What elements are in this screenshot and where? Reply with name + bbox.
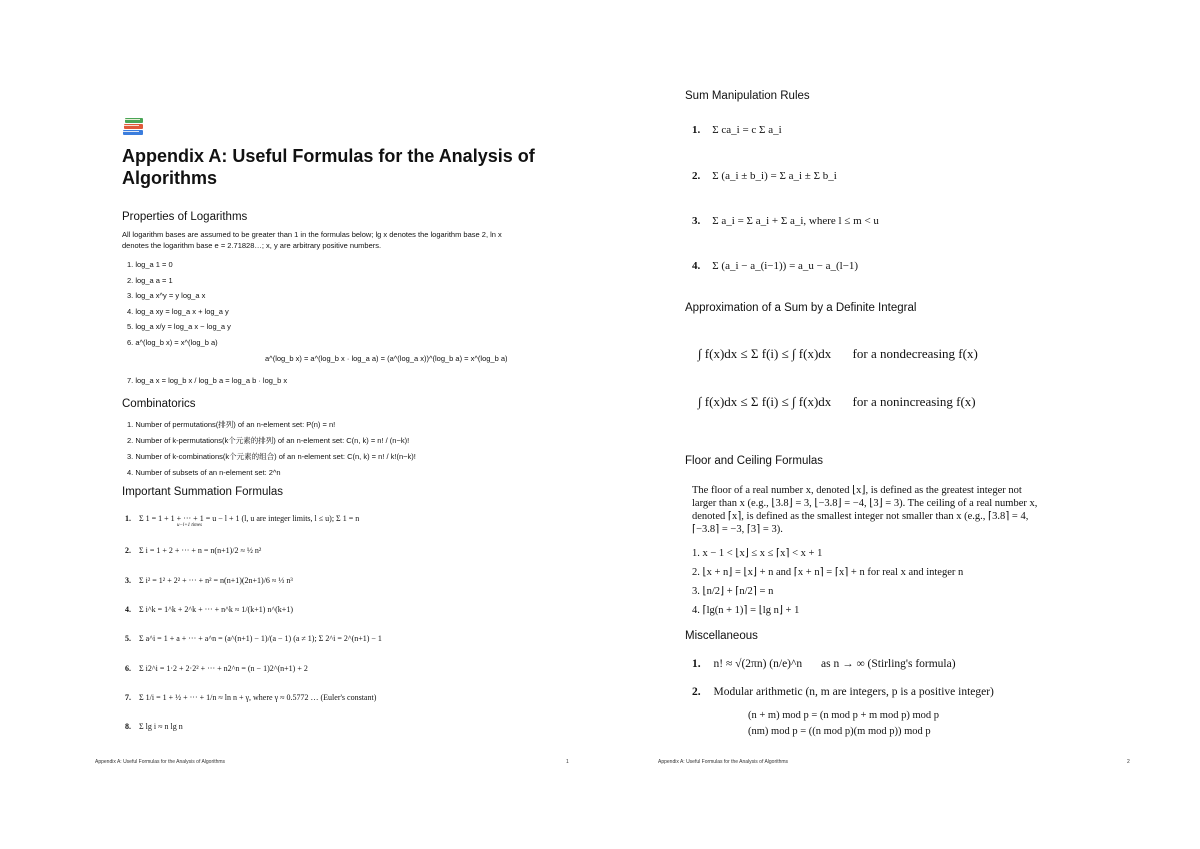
list-item: 5. log_a x/y = log_a x − log_a y <box>127 322 231 331</box>
list-item: 4. ⌈lg(n + 1)⌉ = ⌊lg n⌋ + 1 <box>692 605 800 616</box>
footer-title: Appendix A: Useful Formulas for the Analysis of Algorithms <box>658 759 789 765</box>
list-item: 1. log_a 1 = 0 <box>127 260 173 269</box>
section-heading-sum-manipulation: Sum Manipulation Rules <box>685 90 810 102</box>
sum-row-4: 4. Σ i^k = 1^k + 2^k + ··· + n^k ≈ 1/(k+1) n^(k+1) <box>125 605 293 614</box>
summation-list <box>125 510 565 740</box>
floor-list <box>692 544 963 620</box>
sum-row-1: 1. Σ 1 = 1 + 1 + ··· + 1 = u − l + 1 (l, u are integer limits, l ≤ u); Σ 1 = n u−l+1 times <box>125 514 360 528</box>
comb-list <box>127 417 416 481</box>
sum-row-7: 7. Σ 1/i = 1 + ½ + ··· + 1/n ≈ ln n + γ, where γ ≈ 0.5772 … (Euler's constant) <box>125 693 377 702</box>
footer-page-number: 2 <box>1127 759 1130 765</box>
list-item: 1. x − 1 < ⌊x⌋ ≤ x ≤ ⌈x⌉ < x + 1 <box>692 548 823 559</box>
sum-row-8: 8. Σ lg i ≈ n lg n <box>125 722 183 731</box>
approx-row-1: ∫ f(x)dx ≤ Σ f(i) ≤ ∫ f(x)dx for a nondecreasing f(x) <box>698 346 978 361</box>
sum-row-6: 6. Σ i2^i = 1·2 + 2·2² + ··· + n2^n = (n − 1)2^(n+1) + 2 <box>125 664 308 673</box>
sum-row-3: 3. Σ i² = 1² + 2² + ··· + n² = n(n+1)(2n+1)/6 ≈ ⅓ n³ <box>125 576 293 585</box>
misc-item-2: 2. Modular arithmetic (n, m are integers, p is a positive integer) <box>692 686 994 698</box>
list-item: 2. log_a a = 1 <box>127 275 173 285</box>
page-title: Appendix A: Useful Formulas for the Analysis of Algorithms <box>122 146 535 188</box>
footer-page-number: 1 <box>566 759 569 765</box>
list-item: 4. Number of subsets of an n-element set: 2^n <box>127 468 281 477</box>
section-heading-summation: Important Summation Formulas <box>122 486 284 498</box>
sum-row-5: 5. Σ a^i = 1 + a + ··· + a^n = (a^(n+1) − 1)/(a − 1) (a ≠ 1); Σ 2^i = 2^(n+1) − 1 <box>125 634 382 643</box>
manip-row-3: 3. Σ a_i = Σ a_i + Σ a_i, where l ≤ m < u <box>692 215 879 227</box>
approx-row-2: ∫ f(x)dx ≤ Σ f(i) ≤ ∫ f(x)dx for a nonincreasing f(x) <box>698 394 976 409</box>
books-icon <box>122 116 146 136</box>
list-item: 3. Number of k-combinations(k个元素的组合) of an n-element set: C(n, k) = n! / k!(n−k)! <box>127 452 416 461</box>
sum-row-2: 2. Σ i = 1 + 2 + ··· + n = n(n+1)/2 ≈ ½ n² <box>125 546 262 555</box>
modular-formulas: (n + m) mod p = (n mod p + m mod p) mod p (nm) mod p = ((n mod p)(m mod p)) mod p <box>748 710 940 737</box>
misc-item-1: 1. n! ≈ √(2πn) (n/e)^n as n → ∞ (Stirling's formula) <box>692 658 956 670</box>
log-centered-formula: a^(log_b x) = a^(log_b x · log_a a) = (a^(log_a x))^(log_b a) = x^(log_b a) <box>265 354 508 363</box>
list-item: 7. log_a x = log_b x / log_b a = log_a b · log_b x <box>127 376 288 385</box>
log-list <box>127 257 231 350</box>
footer-title: Appendix A: Useful Formulas for the Analysis of Algorithms <box>95 759 226 765</box>
section-heading-floor-ceiling: Floor and Ceiling Formulas <box>685 455 824 467</box>
section-heading-logarithms: Properties of Logarithms <box>122 211 248 223</box>
floor-paragraph: The floor of a real number x, denoted ⌊x⌋, is defined as the greatest integer not larger than x (e.g., ⌊3.8⌋ = 3, ⌊−3.8⌋ = −4, ⌊3⌋ = 3). The ceiling of a real number x, denoted ⌈x⌉, is defined as the smallest integer not smaller than x (e.g., ⌈3.8⌉ = 4, ⌈−3.8⌉ = −3, ⌈3⌉ = 3). <box>692 485 1038 535</box>
page-right <box>600 0 1200 849</box>
list-item: 6. a^(log_b x) = x^(log_b a) <box>127 337 218 347</box>
manip-row-1: 1. Σ ca_i = c Σ a_i <box>692 124 782 136</box>
section-heading-combinatorics: Combinatorics <box>122 398 196 410</box>
manip-row-2: 2. Σ (a_i ± b_i) = Σ a_i ± Σ b_i <box>692 170 837 182</box>
manip-row-4: 4. Σ (a_i − a_(i−1)) = a_u − a_(l−1) <box>692 260 859 272</box>
list-item: 1. Number of permutations(排列) of an n-element set: P(n) = n! <box>127 420 336 429</box>
list-item: 2. Number of k-permutations(k个元素的排列) of an n-element set: C(n, k) = n! / (n−k)! <box>127 436 410 445</box>
list-item: 3. ⌊n/2⌋ + ⌈n/2⌉ = n <box>692 586 774 597</box>
list-item: 3. log_a x^y = y log_a x <box>127 291 206 300</box>
section-heading-miscellaneous: Miscellaneous <box>685 630 758 642</box>
list-item: 4. log_a xy = log_a x + log_a y <box>127 306 229 316</box>
section-heading-approximation: Approximation of a Sum by a Definite Integral <box>685 302 917 314</box>
log-intro: All logarithm bases are assumed to be greater than 1 in the formulas below; lg x denotes the logarithm base 2, ln x denotes the logarithm base e = 2.71828…; x, y are arbitrary positive numbers. <box>122 230 502 250</box>
list-item: 2. ⌊x + n⌋ = ⌊x⌋ + n and ⌈x + n⌉ = ⌈x⌉ + n for real x and integer n <box>692 567 964 578</box>
